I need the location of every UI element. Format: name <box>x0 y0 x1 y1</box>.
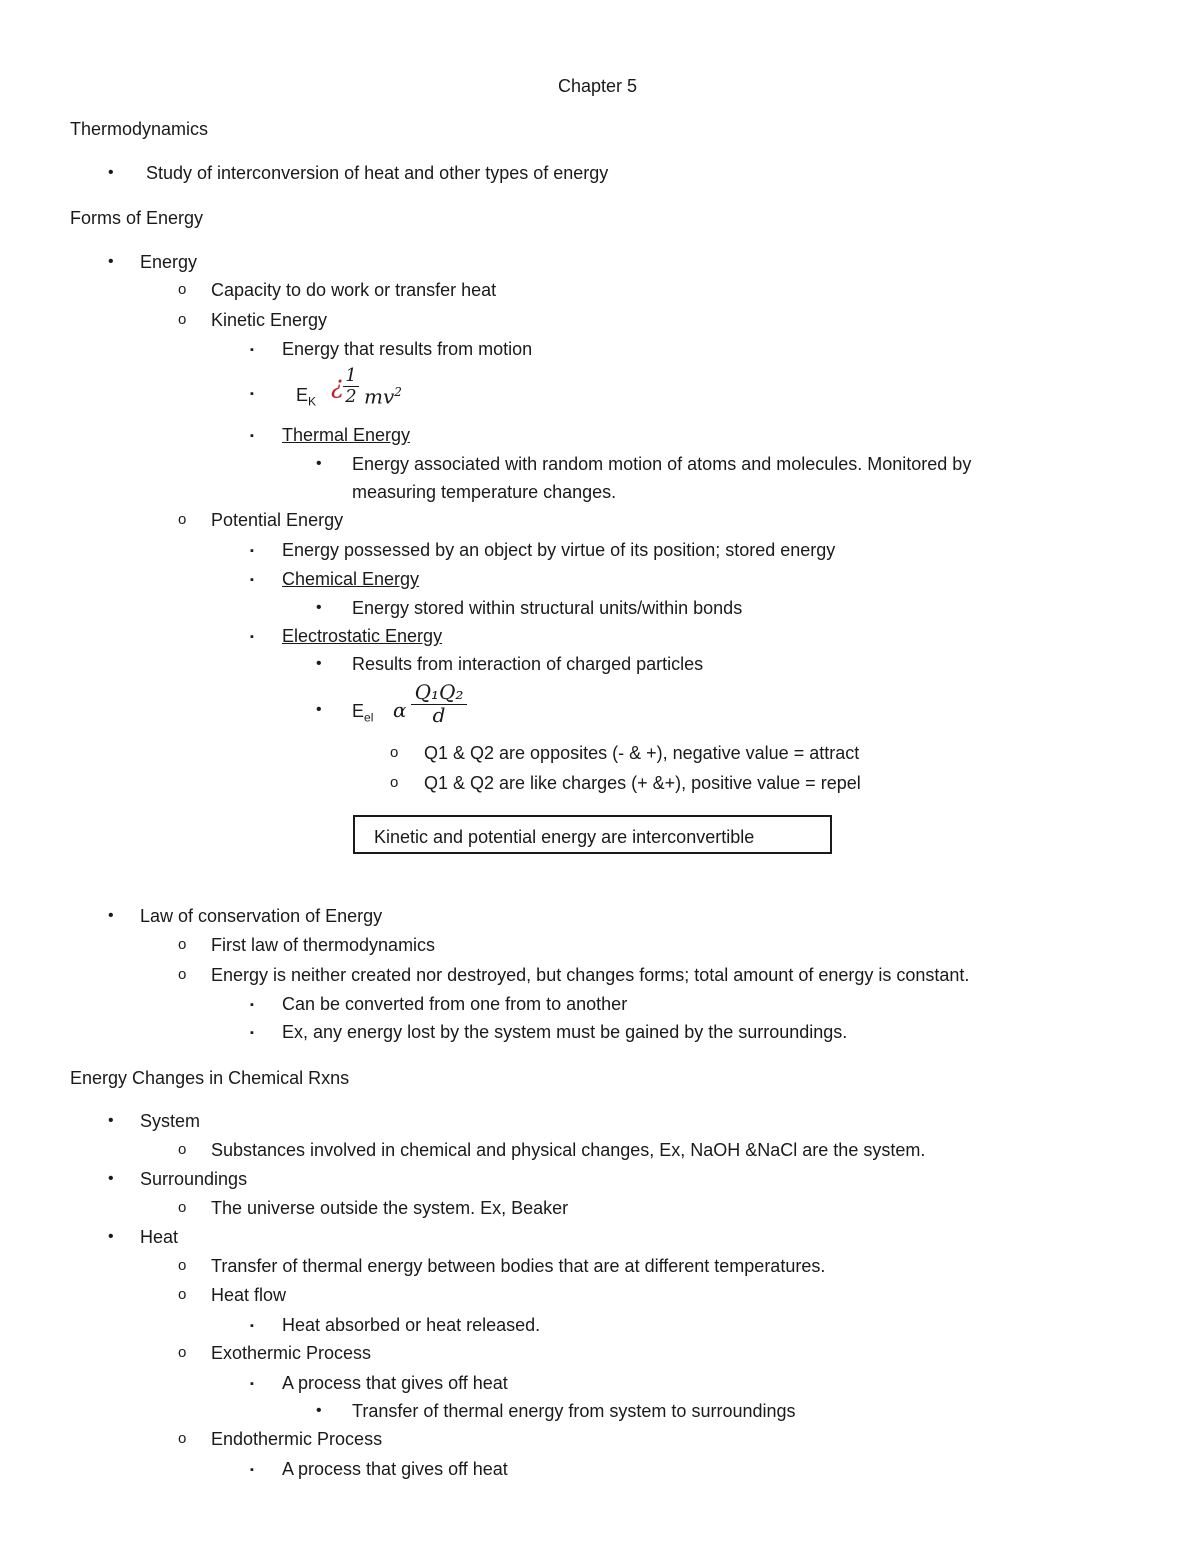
item-thermal-energy: Thermal Energy <box>282 425 411 445</box>
bullet-square: ▪ <box>250 631 254 643</box>
chemical-definition: Energy stored within structural units/within bonds <box>352 598 743 618</box>
item-kinetic-energy: Kinetic Energy <box>211 310 328 330</box>
electrostatic-definition: Results from interaction of charged particles <box>352 654 704 674</box>
bullet-circle: o <box>178 511 187 528</box>
bullet-square: ▪ <box>250 1320 254 1332</box>
bullet-dot: • <box>108 253 114 270</box>
thermo-definition: Study of interconversion of heat and other types of energy <box>146 163 609 183</box>
item-heat-flow: Heat flow <box>211 1285 287 1305</box>
page-title: Chapter 5 <box>557 76 638 96</box>
endothermic-definition: A process that gives off heat <box>282 1459 508 1479</box>
item-exothermic: Exothermic Process <box>211 1343 372 1363</box>
ek-denominator: 2 <box>345 386 357 407</box>
bullet-dot: • <box>316 1402 322 1419</box>
heading-forms-of-energy: Forms of Energy <box>70 208 204 228</box>
bullet-square: ▪ <box>250 1464 254 1476</box>
eel-denominator: d <box>432 703 446 727</box>
item-electrostatic-energy: Electrostatic Energy <box>282 626 443 646</box>
bullet-dot: • <box>108 164 114 181</box>
bullet-circle: o <box>178 1344 187 1361</box>
item-capacity: Capacity to do work or transfer heat <box>211 280 497 300</box>
heat-definition: Transfer of thermal energy between bodies that are at different temperatures. <box>211 1256 826 1276</box>
bullet-dot: • <box>316 701 322 718</box>
ek-numerator: 1 <box>345 365 357 386</box>
eel-symbol <box>352 700 373 729</box>
bullet-circle: o <box>178 1430 187 1447</box>
bullet-circle: o <box>178 1286 187 1303</box>
eel-letter: E <box>352 701 365 721</box>
item-energy-lost-example: Ex, any energy lost by the system must be gained by the surroundings. <box>282 1022 848 1042</box>
thermal-definition-line1: Energy associated with random motion of atoms and molecules. Monitored by <box>352 454 972 474</box>
ek-symbol <box>296 384 316 413</box>
item-surroundings: Surroundings <box>140 1169 248 1189</box>
item-heat: Heat <box>140 1227 179 1247</box>
bullet-square: ▪ <box>250 388 254 400</box>
bullet-square: ▪ <box>250 574 254 586</box>
callout-text: Kinetic and potential energy are interconvertible <box>374 827 755 847</box>
item-chemical-energy: Chemical Energy <box>282 569 420 589</box>
bullet-dot: • <box>316 455 322 472</box>
item-potential-energy: Potential Energy <box>211 510 344 530</box>
item-first-law: First law of thermodynamics <box>211 935 436 955</box>
ek-letter: E <box>296 385 309 405</box>
item-energy-neither-created: Energy is neither created nor destroyed, but changes forms; total amount of energy is constant. <box>211 965 970 985</box>
bullet-square: ▪ <box>250 344 254 356</box>
eel-fraction <box>411 682 467 725</box>
bullet-circle: o <box>178 1199 187 1216</box>
system-definition: Substances involved in chemical and physical changes, Ex, NaOH &NaCl are the system. <box>211 1140 926 1160</box>
bullet-dot: • <box>108 1228 114 1245</box>
bullet-dot: • <box>108 907 114 924</box>
thermal-definition-line2: measuring temperature changes. <box>352 482 617 502</box>
bullet-square: ▪ <box>250 545 254 557</box>
bullet-circle: o <box>178 1257 187 1274</box>
heading-thermodynamics: Thermodynamics <box>70 119 209 139</box>
bullet-dot: • <box>108 1112 114 1129</box>
item-law-of-conservation: Law of conservation of Energy <box>140 906 383 926</box>
bullet-circle: o <box>178 936 187 953</box>
ek-subscript: K <box>308 394 317 409</box>
callout-box <box>353 815 832 854</box>
ek-mv-text: mv <box>364 384 395 409</box>
like-charges-note: Q1 & Q2 are like charges (+ &+), positive value = repel <box>424 773 861 793</box>
exothermic-detail: Transfer of thermal energy from system to surroundings <box>352 1401 796 1421</box>
bullet-square: ▪ <box>250 999 254 1011</box>
bullet-circle: o <box>178 966 187 983</box>
bullet-circle: o <box>390 744 399 761</box>
heading-energy-changes: Energy Changes in Chemical Rxns <box>70 1068 350 1088</box>
kinetic-definition: Energy that results from motion <box>282 339 533 359</box>
item-energy: Energy <box>140 252 198 272</box>
bullet-square: ▪ <box>250 1378 254 1390</box>
ek-mv <box>364 381 402 408</box>
heat-flow-definition: Heat absorbed or heat released. <box>282 1315 541 1335</box>
bullet-dot: • <box>316 655 322 672</box>
potential-definition: Energy possessed by an object by virtue of its position; stored energy <box>282 540 836 560</box>
ek-exponent: 2 <box>394 385 402 399</box>
eel-subscript: el <box>364 710 374 725</box>
bullet-dot: • <box>108 1170 114 1187</box>
bullet-circle: o <box>178 1141 187 1158</box>
bullet-circle: o <box>178 311 187 328</box>
ek-fraction <box>343 366 359 407</box>
item-endothermic: Endothermic Process <box>211 1429 383 1449</box>
item-converted: Can be converted from one from to another <box>282 994 628 1014</box>
bullet-dot: • <box>316 599 322 616</box>
alpha-symbol: α <box>393 698 407 722</box>
exothermic-definition: A process that gives off heat <box>282 1373 508 1393</box>
surroundings-definition: The universe outside the system. Ex, Beaker <box>211 1198 569 1218</box>
eel-numerator: Q₁Q₂ <box>414 680 464 704</box>
ek-unknown-glyph: ¿ <box>331 371 344 399</box>
bullet-square: ▪ <box>250 430 254 442</box>
bullet-circle: o <box>178 281 187 298</box>
bullet-circle: o <box>390 774 399 791</box>
item-system: System <box>140 1111 201 1131</box>
bullet-square: ▪ <box>250 1027 254 1039</box>
opposite-charges-note: Q1 & Q2 are opposites (- & +), negative value = attract <box>424 743 860 763</box>
